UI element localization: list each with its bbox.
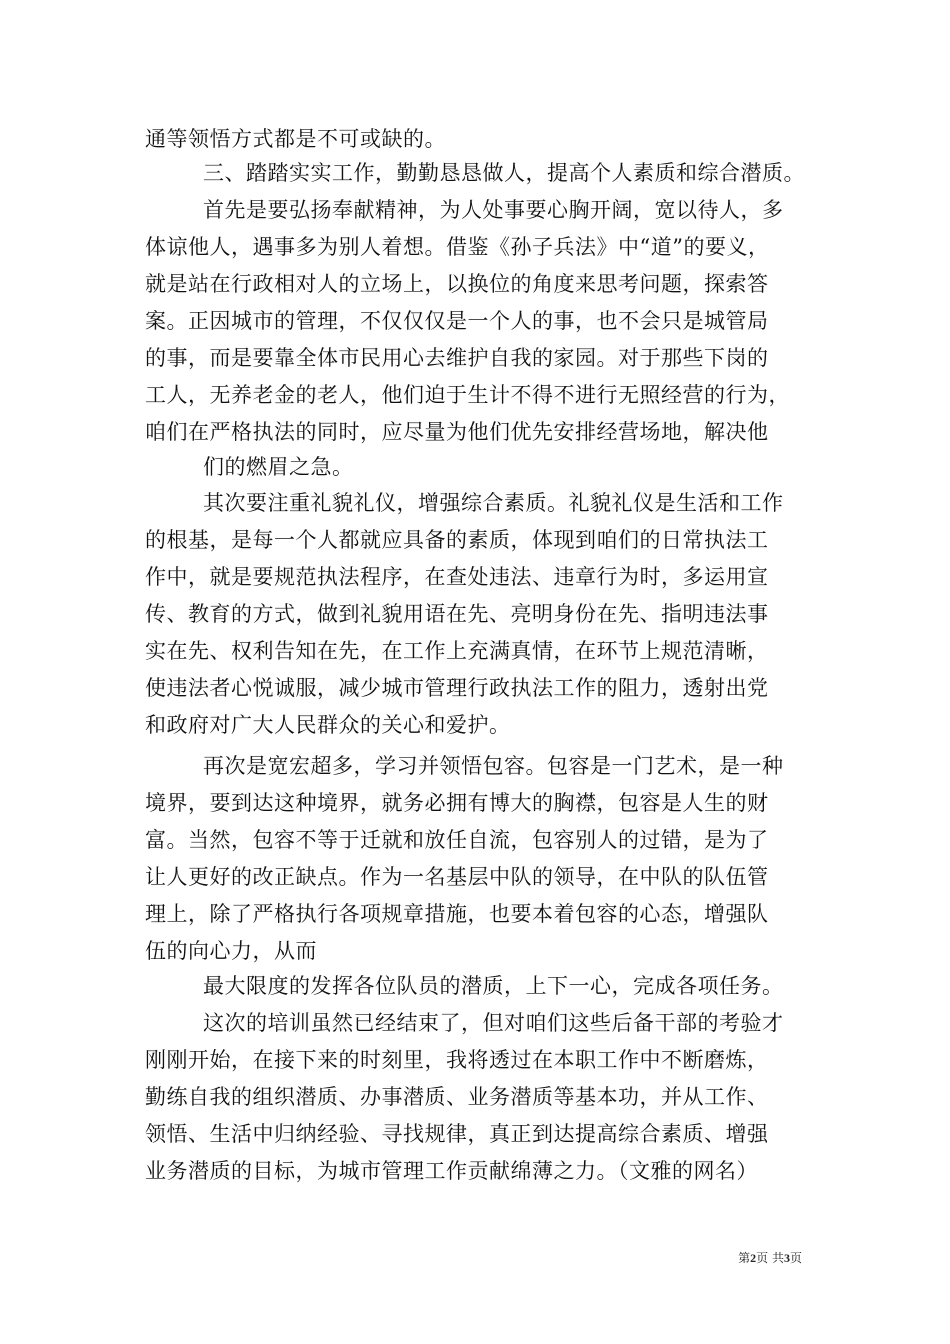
page-suffix: 页 [789,1251,802,1265]
paragraph-line: 业务潜质的目标，为城市管理工作贡献绵薄之力。（文雅的网名） [145,1159,758,1183]
page-number-footer [738,1250,802,1266]
paragraph-line: 境界，要到达这种境界，就务必拥有博大的胸襟，包容是人生的财 [145,791,769,815]
paragraph-line: 领悟、生活中归纳经验、寻找规律，真正到达提高综合素质、增强 [145,1122,769,1146]
paragraph-line: 的根基，是每一个人都就应具备的素质，体现到咱们的日常执法工 [145,528,769,552]
paragraph-line: 刚刚开始，在接下来的时刻里，我将透过在本职工作中不断磨炼， [145,1048,769,1072]
total-page-number: 3 [783,1251,790,1265]
current-page-number: 2 [750,1251,757,1265]
paragraph-line: 作中，就是要规范执法程序，在查处违法、违章行为时，多运用宣 [145,565,769,589]
paragraph-line: 首先是要弘扬奉献精神，为人处事要心胸开阔，宽以待人，多 [203,198,784,222]
paragraph-line: 其次要注重礼貌礼仪，增强综合素质。礼貌礼仪是生活和工作 [203,491,784,515]
paragraph-line: 传、教育的方式，做到礼貌用语在先、亮明身份在先、指明违法事 [145,602,769,626]
paragraph-line: 就是站在行政相对人的立场上，以换位的角度来思考问题，探索答 [145,272,769,296]
paragraph-line: 这次的培训虽然已经结束了，但对咱们这些后备干部的考验才 [203,1011,784,1035]
paragraph-line: 咱们在严格执法的同时，应尽量为他们优先安排经营场地，解决他 [145,420,769,444]
paragraph-line: 工人，无养老金的老人，他们迫于生计不得不进行无照经营的行为， [145,383,790,407]
paragraph-line: 体谅他人，遇事多为别人着想。借鉴《孙子兵法》中“道”的要义， [145,235,770,259]
paragraph-line: 通等领悟方式都是不可或缺的。 [145,127,446,151]
paragraph-line: 勤练自我的组织潜质、办事潜质、业务潜质等基本功，并从工作、 [145,1085,769,1109]
page-prefix: 第 [738,1251,751,1265]
paragraph-line: 让人更好的改正缺点。作为一名基层中队的领导，在中队的队伍管 [145,865,769,889]
paragraph-line: 理上，除了严格执行各项规章措施，也要本着包容的心态，增强队 [145,902,769,926]
paragraph-line: 伍的向心力，从而 [145,939,317,963]
paragraph-line: 的事，而是要靠全体市民用心去维护自我的家园。对于那些下岗的 [145,346,769,370]
section-heading: 三、踏踏实实工作，勤勤恳恳做人，提高个人素质和综合潜质。 [203,161,805,185]
page-middle-text: 页 共 [756,1251,784,1265]
paragraph-line: 再次是宽宏超多，学习并领悟包容。包容是一门艺术，是一种 [203,754,784,778]
paragraph-line: 富。当然，包容不等于迁就和放任自流，包容别人的过错，是为了 [145,828,769,852]
paragraph-line: 使违法者心悦诚服，减少城市管理行政执法工作的阻力，透射出党 [145,676,769,700]
paragraph-line: 和政府对广大人民群众的关心和爱护。 [145,713,511,737]
paragraph-line: 们的燃眉之急。 [203,455,354,479]
paragraph-line: 实在先、权利告知在先，在工作上充满真情，在环节上规范清晰， [145,639,769,663]
paragraph-line: 最大限度的发挥各位队员的潜质，上下一心，完成各项任务。 [203,974,784,998]
paragraph-line: 案。正因城市的管理，不仅仅仅是一个人的事，也不会只是城管局 [145,309,769,333]
